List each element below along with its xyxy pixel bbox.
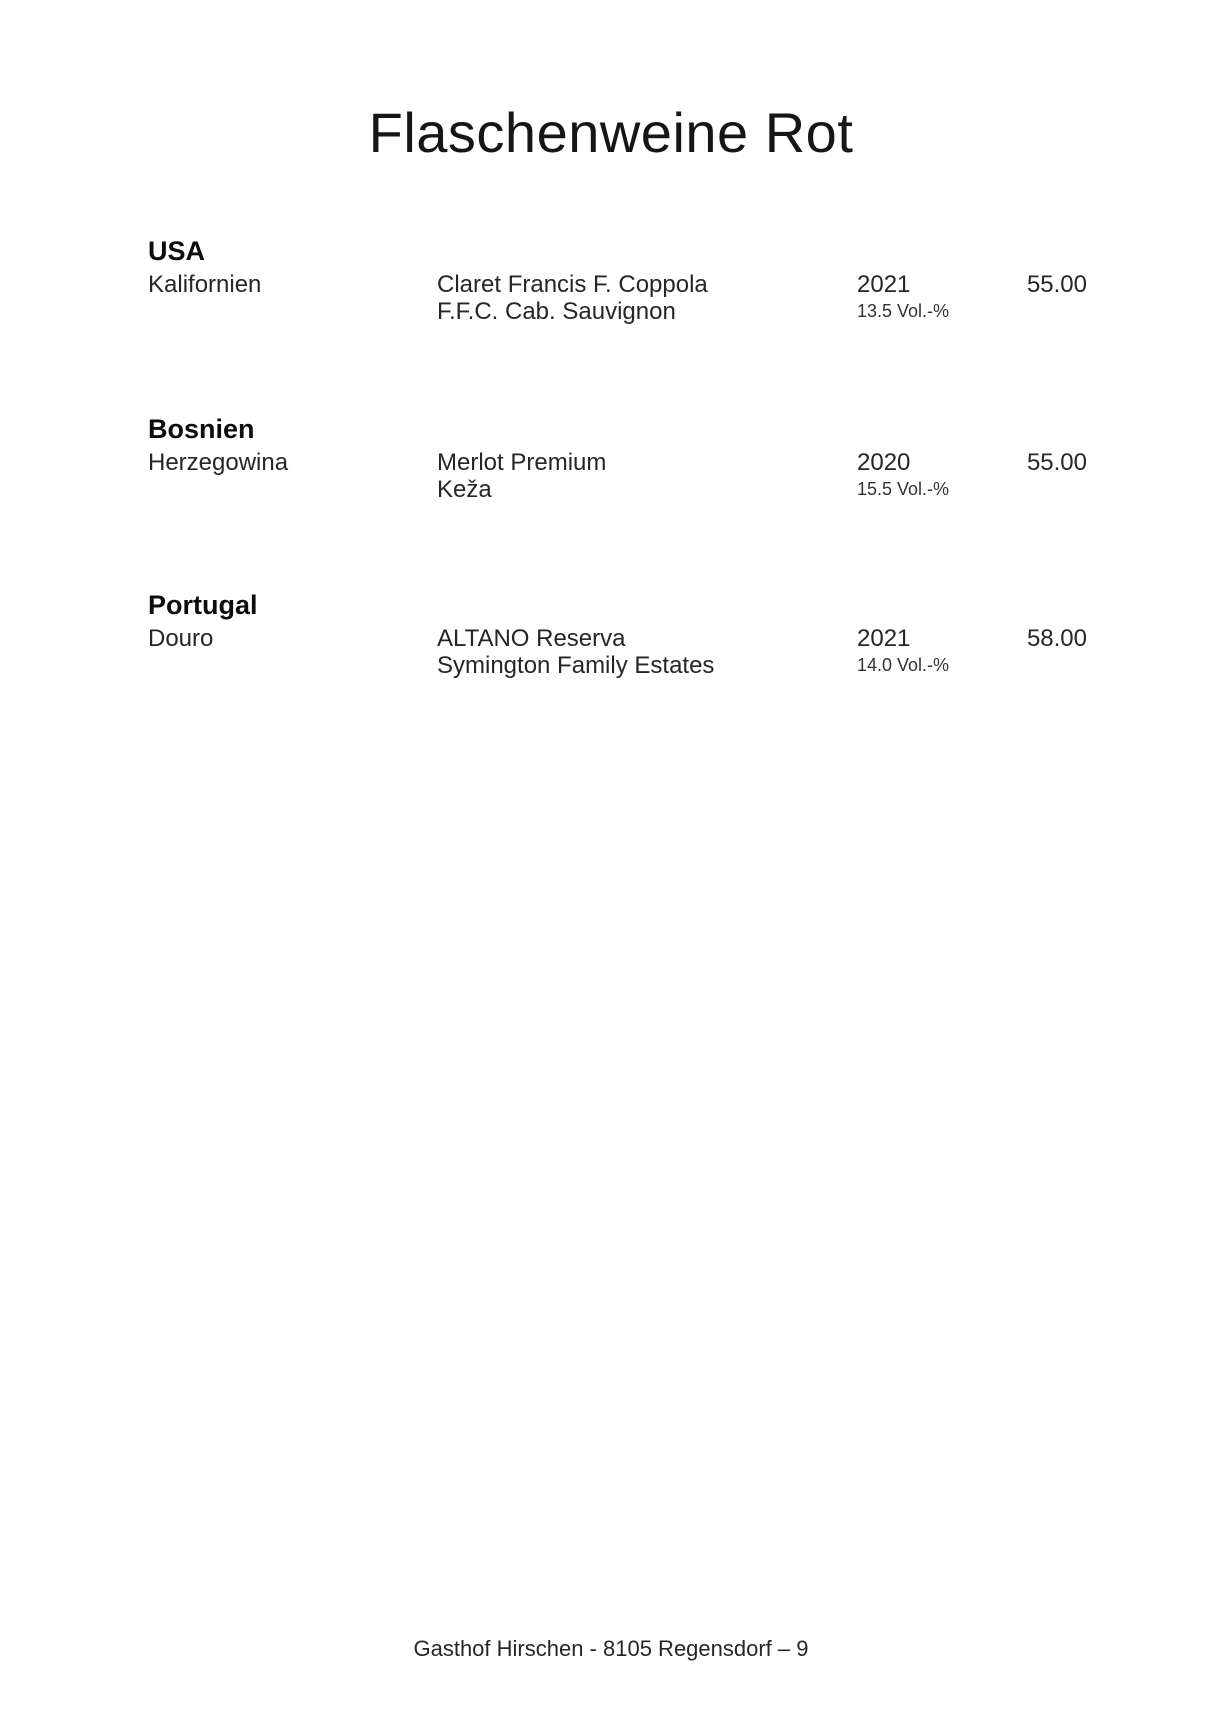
wine-name: ALTANO Reserva xyxy=(437,625,626,652)
country-heading: Bosnien xyxy=(148,414,255,444)
page-footer: Gasthof Hirschen - 8105 Regensdorf – 9 xyxy=(413,1636,809,1661)
producer-label: Keža xyxy=(437,476,492,503)
price-label: 55.00 xyxy=(1026,449,1087,476)
vintage-label: 2021 xyxy=(857,271,911,298)
wine-section-usa xyxy=(0,234,1222,325)
price-label: 55.00 xyxy=(1026,271,1087,298)
region-label: Douro xyxy=(148,625,214,652)
wine-name: Merlot Premium xyxy=(437,449,607,476)
vintage-label: 2021 xyxy=(857,625,911,652)
wine-entry xyxy=(0,271,1222,325)
region-spacer xyxy=(148,476,437,503)
wine-section-portugal xyxy=(0,588,1222,679)
price-spacer xyxy=(1025,476,1087,503)
alcohol-label: 14.0 Vol.-% xyxy=(857,655,950,675)
region-label: Herzegowina xyxy=(148,449,289,476)
wine-entry xyxy=(0,449,1222,503)
country-heading: Portugal xyxy=(148,590,258,620)
vintage-label: 2020 xyxy=(857,449,911,476)
producer-label: Symington Family Estates xyxy=(437,652,715,679)
region-spacer xyxy=(148,652,437,679)
price-spacer xyxy=(1025,652,1087,679)
producer-label: F.F.C. Cab. Sauvignon xyxy=(437,298,676,325)
wine-section-bosnien xyxy=(0,412,1222,503)
price-label: 58.00 xyxy=(1026,625,1087,652)
country-heading: USA xyxy=(148,236,206,266)
alcohol-label: 15.5 Vol.-% xyxy=(857,479,950,499)
price-spacer xyxy=(1025,298,1087,325)
region-spacer xyxy=(148,298,437,325)
wine-entry xyxy=(0,625,1222,679)
alcohol-label: 13.5 Vol.-% xyxy=(857,301,950,321)
page-title: Flaschenweine Rot xyxy=(368,101,854,164)
region-label: Kalifornien xyxy=(148,271,262,298)
wine-name: Claret Francis F. Coppola xyxy=(437,271,708,298)
